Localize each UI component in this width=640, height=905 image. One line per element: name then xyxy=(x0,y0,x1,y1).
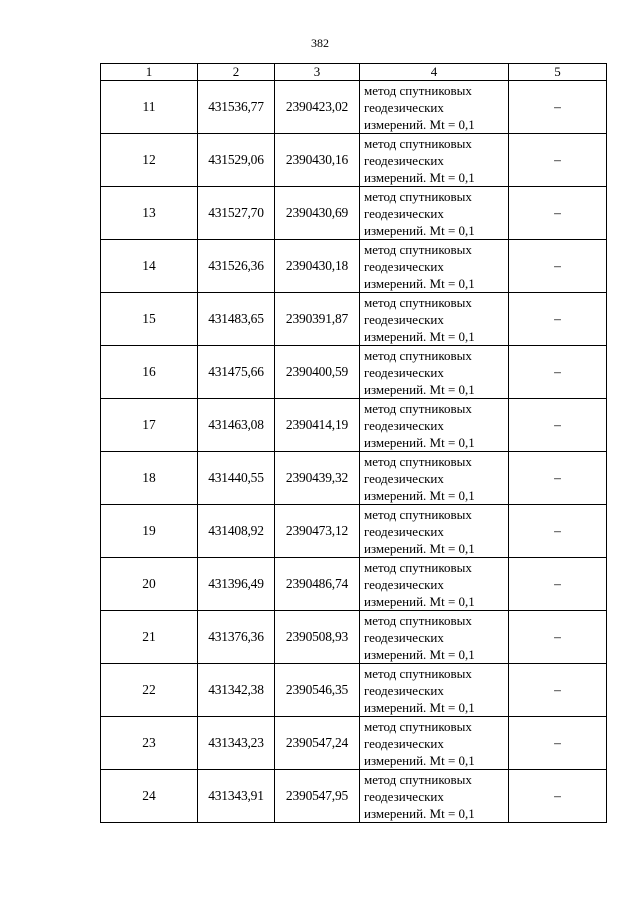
x-coordinate-cell: 431527,70 xyxy=(198,187,275,240)
x-coordinate-cell: 431408,92 xyxy=(198,505,275,558)
x-coordinate-cell: 431396,49 xyxy=(198,558,275,611)
y-coordinate-cell: 2390473,12 xyxy=(275,505,360,558)
method-line: измерений. Mt = 0,1 xyxy=(364,593,475,609)
method-cell xyxy=(360,134,509,187)
method-line: геодезических xyxy=(364,576,444,592)
column-header-1: 1 xyxy=(101,64,198,81)
table-row xyxy=(101,717,607,770)
y-coordinate-cell: 2390547,24 xyxy=(275,717,360,770)
x-coordinate-cell: 431343,91 xyxy=(198,770,275,823)
column-header-2: 2 xyxy=(198,64,275,81)
method-line: метод спутниковых xyxy=(364,294,472,310)
table-row xyxy=(101,399,607,452)
method-line: метод спутниковых xyxy=(364,612,472,628)
y-coordinate-cell: 2390547,95 xyxy=(275,770,360,823)
method-cell xyxy=(360,717,509,770)
method-line: геодезических xyxy=(364,682,444,698)
point-number-cell: 18 xyxy=(101,452,198,505)
note-cell: – xyxy=(509,611,607,664)
method-cell xyxy=(360,558,509,611)
note-cell: – xyxy=(509,81,607,134)
note-cell: – xyxy=(509,187,607,240)
method-line: измерений. Mt = 0,1 xyxy=(364,646,475,662)
table-row xyxy=(101,134,607,187)
point-number-cell: 16 xyxy=(101,346,198,399)
y-coordinate-cell: 2390414,19 xyxy=(275,399,360,452)
method-line: метод спутниковых xyxy=(364,665,472,681)
y-coordinate-cell: 2390391,87 xyxy=(275,293,360,346)
method-line: метод спутниковых xyxy=(364,241,472,257)
note-cell: – xyxy=(509,558,607,611)
point-number-cell: 14 xyxy=(101,240,198,293)
point-number-cell: 20 xyxy=(101,558,198,611)
x-coordinate-cell: 431440,55 xyxy=(198,452,275,505)
x-coordinate-cell: 431463,08 xyxy=(198,399,275,452)
y-coordinate-cell: 2390439,32 xyxy=(275,452,360,505)
method-line: геодезических xyxy=(364,99,444,115)
method-line: измерений. Mt = 0,1 xyxy=(364,169,475,185)
note-cell: – xyxy=(509,452,607,505)
table-row xyxy=(101,770,607,823)
x-coordinate-cell: 431376,36 xyxy=(198,611,275,664)
table-row xyxy=(101,293,607,346)
method-line: измерений. Mt = 0,1 xyxy=(364,381,475,397)
y-coordinate-cell: 2390430,18 xyxy=(275,240,360,293)
y-coordinate-cell: 2390400,59 xyxy=(275,346,360,399)
point-number-cell: 13 xyxy=(101,187,198,240)
method-line: метод спутниковых xyxy=(364,347,472,363)
method-line: метод спутниковых xyxy=(364,453,472,469)
method-line: измерений. Mt = 0,1 xyxy=(364,487,475,503)
table-row xyxy=(101,611,607,664)
method-line: метод спутниковых xyxy=(364,135,472,151)
table-row xyxy=(101,240,607,293)
header-row xyxy=(101,64,607,81)
method-line: измерений. Mt = 0,1 xyxy=(364,275,475,291)
note-cell: – xyxy=(509,240,607,293)
x-coordinate-cell: 431529,06 xyxy=(198,134,275,187)
y-coordinate-cell: 2390423,02 xyxy=(275,81,360,134)
point-number-cell: 15 xyxy=(101,293,198,346)
method-cell xyxy=(360,346,509,399)
method-cell xyxy=(360,81,509,134)
method-line: геодезических xyxy=(364,629,444,645)
table-row xyxy=(101,664,607,717)
note-cell: – xyxy=(509,346,607,399)
method-line: измерений. Mt = 0,1 xyxy=(364,752,475,768)
method-cell xyxy=(360,399,509,452)
method-line: метод спутниковых xyxy=(364,188,472,204)
point-number-cell: 24 xyxy=(101,770,198,823)
note-cell: – xyxy=(509,399,607,452)
point-number-cell: 11 xyxy=(101,81,198,134)
method-cell xyxy=(360,240,509,293)
method-line: метод спутниковых xyxy=(364,718,472,734)
method-line: метод спутниковых xyxy=(364,559,472,575)
point-number-cell: 19 xyxy=(101,505,198,558)
table-row xyxy=(101,346,607,399)
table-row xyxy=(101,452,607,505)
method-line: геодезических xyxy=(364,152,444,168)
x-coordinate-cell: 431475,66 xyxy=(198,346,275,399)
method-line: измерений. Mt = 0,1 xyxy=(364,540,475,556)
x-coordinate-cell: 431483,65 xyxy=(198,293,275,346)
x-coordinate-cell: 431526,36 xyxy=(198,240,275,293)
point-number-cell: 12 xyxy=(101,134,198,187)
point-number-cell: 21 xyxy=(101,611,198,664)
y-coordinate-cell: 2390508,93 xyxy=(275,611,360,664)
method-line: геодезических xyxy=(364,735,444,751)
note-cell: – xyxy=(509,717,607,770)
x-coordinate-cell: 431536,77 xyxy=(198,81,275,134)
table-row xyxy=(101,81,607,134)
method-line: геодезических xyxy=(364,258,444,274)
y-coordinate-cell: 2390546,35 xyxy=(275,664,360,717)
column-header-4: 4 xyxy=(360,64,509,81)
method-line: измерений. Mt = 0,1 xyxy=(364,805,475,821)
y-coordinate-cell: 2390486,74 xyxy=(275,558,360,611)
method-cell xyxy=(360,611,509,664)
method-line: метод спутниковых xyxy=(364,506,472,522)
note-cell: – xyxy=(509,134,607,187)
point-number-cell: 17 xyxy=(101,399,198,452)
coordinates-table xyxy=(100,63,607,823)
method-line: измерений. Mt = 0,1 xyxy=(364,222,475,238)
table-row xyxy=(101,187,607,240)
page-number: 382 xyxy=(311,36,329,50)
method-cell xyxy=(360,770,509,823)
method-cell xyxy=(360,187,509,240)
point-number-cell: 22 xyxy=(101,664,198,717)
method-line: измерений. Mt = 0,1 xyxy=(364,434,475,450)
method-cell xyxy=(360,293,509,346)
point-number-cell: 23 xyxy=(101,717,198,770)
method-cell xyxy=(360,664,509,717)
table-row xyxy=(101,505,607,558)
method-line: измерений. Mt = 0,1 xyxy=(364,116,475,132)
method-cell xyxy=(360,452,509,505)
table-row xyxy=(101,558,607,611)
y-coordinate-cell: 2390430,69 xyxy=(275,187,360,240)
table-body xyxy=(101,81,607,823)
note-cell: – xyxy=(509,664,607,717)
method-line: метод спутниковых xyxy=(364,82,472,98)
note-cell: – xyxy=(509,505,607,558)
note-cell: – xyxy=(509,293,607,346)
method-cell xyxy=(360,505,509,558)
method-line: геодезических xyxy=(364,311,444,327)
method-line: геодезических xyxy=(364,470,444,486)
y-coordinate-cell: 2390430,16 xyxy=(275,134,360,187)
note-cell: – xyxy=(509,770,607,823)
method-line: геодезических xyxy=(364,788,444,804)
x-coordinate-cell: 431343,23 xyxy=(198,717,275,770)
method-line: метод спутниковых xyxy=(364,771,472,787)
method-line: геодезических xyxy=(364,417,444,433)
method-line: измерений. Mt = 0,1 xyxy=(364,699,475,715)
method-line: измерений. Mt = 0,1 xyxy=(364,328,475,344)
column-header-5: 5 xyxy=(509,64,607,81)
method-line: геодезических xyxy=(364,364,444,380)
x-coordinate-cell: 431342,38 xyxy=(198,664,275,717)
method-line: геодезических xyxy=(364,205,444,221)
column-header-3: 3 xyxy=(275,64,360,81)
method-line: геодезических xyxy=(364,523,444,539)
method-line: метод спутниковых xyxy=(364,400,472,416)
